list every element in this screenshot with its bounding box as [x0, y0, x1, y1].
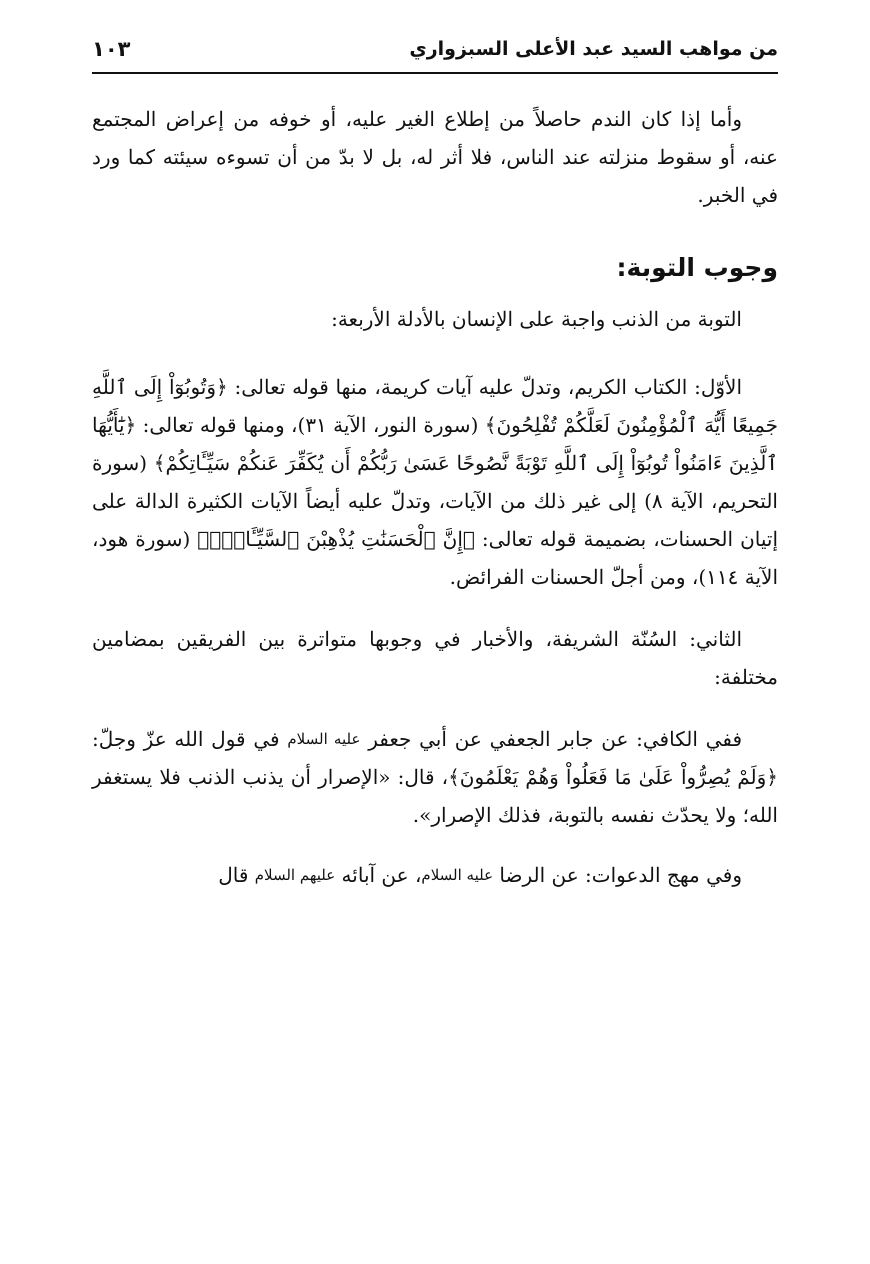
- quran-verse: ﴿وَتُوبُوٓاْ إِلَى ٱللَّهِ جَمِيعًا أَيُّهَ ٱلْمُؤْمِنُونَ لَعَلَّكُمْ تُفْلِحُونَ﴾: [92, 375, 779, 437]
- paragraph-muhaj-narration: [92, 856, 778, 894]
- text-segment: ففي الكافي: عن جابر الجعفي عن أبي جعفر: [360, 727, 743, 751]
- text-segment: (سورة التحريم، الآية ٨) إلى غير ذلك من الآيات، وتدلّ عليه أيضاً الآيات الكثيرة الدالة على إتيان الحسنات، بضميمة قوله تعالى:: [92, 451, 779, 551]
- text-segment: ، عن آبائه: [335, 863, 422, 887]
- quran-verse: ﴿يَٰٓأَيُّهَا ٱلَّذِينَ ءَامَنُواْ تُوبُوٓاْ إِلَى ٱللَّهِ تَوْبَةً نَّصُوحًا عَسَىٰ رَبُّكُمْ أَن يُكَفِّرَ عَنكُمْ سَيِّـَٔاتِكُمْ﴾: [92, 413, 779, 475]
- text-segment: ، قال: «الإصرار أن يذنب الذنب فلا يستغفر الله؛ ولا يحدّث نفسه بالتوبة، فذلك الإصرار».: [92, 765, 778, 827]
- paragraph-intro: التوبة من الذنب واجبة على الإنسان بالأدلة الأربعة:: [331, 307, 742, 331]
- paragraph-second-evidence: الثاني: السُنّة الشريفة، والأخبار في وجوبها متواترة بين الفريقين بمضامين مختلفة:: [92, 627, 778, 689]
- page-number: ١٠٣: [92, 37, 131, 61]
- section-heading: وجوب التوبة:: [616, 253, 778, 282]
- text-segment: (سورة النور، الآية ٣١)، ومنها قوله تعالى:: [136, 413, 485, 437]
- quran-verse: ﴿وَلَمْ يُصِرُّواْ عَلَىٰ مَا فَعَلُواْ وَهُمْ يَعْلَمُونَ﴾: [448, 765, 778, 789]
- quran-verse: ﴿إِنَّ ٱلْحَسَنَٰتِ يُذْهِبْنَ ٱلسَّيِّـَٔاتِۚ﴾: [197, 527, 475, 551]
- honorific-glyph: عليهم السلام: [254, 866, 336, 884]
- page-body: [92, 100, 778, 894]
- page-header: [92, 26, 778, 72]
- text-segment: (سورة هود، الآية ١١٤)، ومن أجلّ الحسنات الفرائض.: [92, 527, 778, 589]
- honorific-glyph: عليه السلام: [287, 730, 361, 748]
- text-segment: وفي مهج الدعوات: عن الرضا: [493, 863, 742, 887]
- paragraph-first-evidence: [92, 368, 778, 596]
- text-segment: في قول الله عزّ وجلّ:: [92, 727, 288, 751]
- text-segment: الأوّل: الكتاب الكريم، وتدلّ عليه آيات كريمة، منها قوله تعالى:: [227, 375, 743, 399]
- running-title: من مواهب السيد عبد الأعلى السبزواري: [409, 38, 778, 60]
- header-divider: [92, 72, 778, 74]
- text-segment: قال: [218, 863, 255, 887]
- paragraph-regret: وأما إذا كان الندم حاصلاً من إطلاع الغير عليه، أو خوفه من إعراض المجتمع عنه، أو سقوط منزلته عند الناس، فلا أثر له، بل لا بدّ من أن تسوءه سيئته كما ورد في الخبر.: [92, 107, 778, 207]
- honorific-glyph: عليه السلام: [421, 866, 494, 884]
- paragraph-kafi-narration: [92, 720, 778, 834]
